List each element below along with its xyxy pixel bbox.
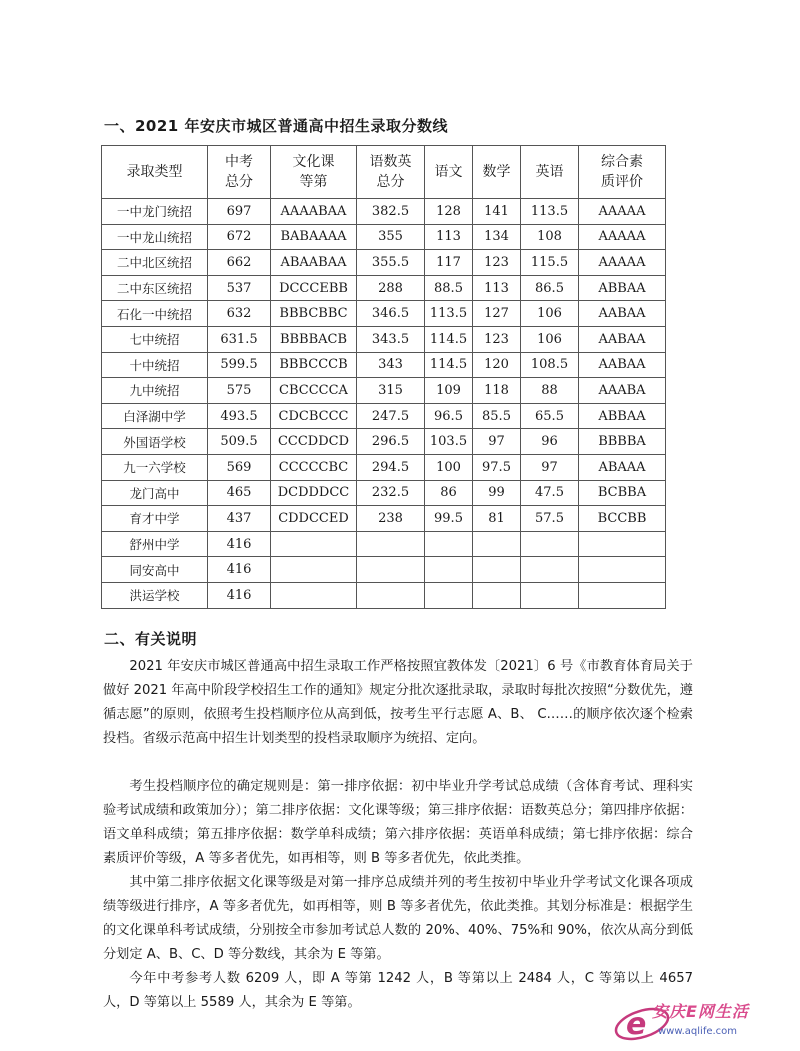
score-cell: [579, 582, 666, 608]
score-cell: 416: [208, 531, 271, 557]
score-cell: 97: [473, 429, 521, 455]
score-cell: 47.5: [521, 480, 579, 506]
notes-paragraph-2: 考生投档顺序位的确定规则是：第一排序依据：初中毕业升学考试总成绩（含体育考试、理科实验考试成绩和政策加分）；第二排序依据：文化课等级；第三排序依据：语数英总分；第四排序依据：语文单科成绩；第五排序依据：数学单科成绩；第六排序依据：英语单科成绩；第七排序依据：综合素质评价等级，A 等多者优先，如再相等，则 B 等多者优先，依此类推。: [103, 779, 693, 866]
table-row: [102, 250, 666, 276]
score-cell: CDDCCED: [271, 506, 357, 532]
score-cell: 382.5: [357, 199, 425, 225]
score-cell: 103.5: [425, 429, 473, 455]
score-cell: 343: [357, 352, 425, 378]
notes-paragraph-4: 今年中考参考人数 6209 人，即 A 等第 1242 人，B 等第以上 2484 人，C 等第以上 4657 人，D 等第以上 5589 人，其余为 E 等第。: [103, 971, 693, 1010]
score-cell: 238: [357, 506, 425, 532]
score-cell: CCCCCBC: [271, 454, 357, 480]
section-title-notes: 二、有关说明: [104, 630, 198, 648]
score-cell: [425, 531, 473, 557]
score-cell: 114.5: [425, 352, 473, 378]
school-name-cell: 舒州中学: [102, 531, 208, 557]
score-cell: 134: [473, 224, 521, 250]
table-body: [102, 199, 666, 609]
score-cell: CBCCCCA: [271, 378, 357, 404]
score-cell: [425, 582, 473, 608]
score-cell: 57.5: [521, 506, 579, 532]
score-cell: AAABA: [579, 378, 666, 404]
column-header-line: 质评价: [601, 174, 643, 190]
score-cell: 86.5: [521, 275, 579, 301]
column-header-line: 文化课: [292, 154, 335, 170]
score-cell: 88.5: [425, 275, 473, 301]
score-cell: 599.5: [208, 352, 271, 378]
score-cell: 493.5: [208, 403, 271, 429]
score-cell: 106: [521, 301, 579, 327]
table-row: [102, 326, 666, 352]
score-cell: [473, 582, 521, 608]
column-header: [579, 146, 666, 199]
school-name-cell: 九中统招: [102, 378, 208, 404]
column-header-line: 总分: [225, 174, 253, 190]
score-cell: 114.5: [425, 326, 473, 352]
score-cell: 355: [357, 224, 425, 250]
score-cell: 127: [473, 301, 521, 327]
score-cell: BCCBB: [579, 506, 666, 532]
score-cell: 247.5: [357, 403, 425, 429]
school-name-cell: 十中统招: [102, 352, 208, 378]
score-cell: 355.5: [357, 250, 425, 276]
table-row: [102, 275, 666, 301]
score-cell: [357, 531, 425, 557]
score-cell: 117: [425, 250, 473, 276]
column-header: [208, 146, 271, 199]
school-name-cell: 九一六学校: [102, 454, 208, 480]
score-cell: 437: [208, 506, 271, 532]
score-cell: 113.5: [425, 301, 473, 327]
score-cell: 118: [473, 378, 521, 404]
column-header: [425, 146, 473, 199]
watermark-brand: 安庆E网生活: [652, 1002, 749, 1021]
score-cell: 96.5: [425, 403, 473, 429]
score-cell: AABAA: [579, 326, 666, 352]
score-cell: [271, 582, 357, 608]
table-row: [102, 378, 666, 404]
score-cell: [271, 531, 357, 557]
table-row: [102, 429, 666, 455]
score-cell: 81: [473, 506, 521, 532]
school-name-cell: 白泽湖中学: [102, 403, 208, 429]
score-cell: BBBCBBC: [271, 301, 357, 327]
school-name-cell: 外国语学校: [102, 429, 208, 455]
score-cell: 108: [521, 224, 579, 250]
score-cell: CDCBCCC: [271, 403, 357, 429]
table-header-row: [102, 146, 666, 199]
score-cell: 128: [425, 199, 473, 225]
score-cell: BBBBA: [579, 429, 666, 455]
score-cell: 123: [473, 250, 521, 276]
score-cell: 85.5: [473, 403, 521, 429]
score-cell: 537: [208, 275, 271, 301]
score-cell: [521, 582, 579, 608]
score-cell: AAAABAA: [271, 199, 357, 225]
score-cell: CCCDDCD: [271, 429, 357, 455]
score-cell: 288: [357, 275, 425, 301]
score-cell: 509.5: [208, 429, 271, 455]
score-cell: 120: [473, 352, 521, 378]
table-row: [102, 403, 666, 429]
score-cell: 575: [208, 378, 271, 404]
score-cell: 99.5: [425, 506, 473, 532]
score-cell: 109: [425, 378, 473, 404]
column-header: [473, 146, 521, 199]
score-cell: [521, 557, 579, 583]
score-cell: BBBCCCB: [271, 352, 357, 378]
table-row: [102, 224, 666, 250]
score-cell: 141: [473, 199, 521, 225]
score-cell: BABAAAA: [271, 224, 357, 250]
score-cell: [473, 557, 521, 583]
score-cell: ABBAA: [579, 275, 666, 301]
score-cell: [357, 582, 425, 608]
score-cell: [521, 531, 579, 557]
svg-text:e: e: [626, 1007, 647, 1042]
notes-paragraph-1: 2021 年安庆市城区普通高中招生录取工作严格按照宜教体发〔2021〕6 号《市教育体育局关于做好 2021 年高中阶段学校招生工作的通知》规定分批次逐批录取，录取时每批次按照“分数优先，遵循志愿”的原则，依照考生投档顺序位从高到低，按考生平行志愿 A、B、 C……的顺序依次逐个检索投档。省级示范高中招生计划类型的投档录取顺序为统招、定向。: [103, 659, 693, 746]
score-cell: DCCCEBB: [271, 275, 357, 301]
column-header: [271, 146, 357, 199]
column-header: [357, 146, 425, 199]
school-name-cell: 洪运学校: [102, 582, 208, 608]
score-cell: ABAAA: [579, 454, 666, 480]
table-row: [102, 199, 666, 225]
site-watermark: [612, 996, 792, 1046]
score-cell: 672: [208, 224, 271, 250]
score-cell: 343.5: [357, 326, 425, 352]
score-cell: 294.5: [357, 454, 425, 480]
table-row: [102, 582, 666, 608]
school-name-cell: 二中东区统招: [102, 275, 208, 301]
column-header-line: 录取类型: [126, 164, 183, 180]
score-cell: 115.5: [521, 250, 579, 276]
score-cell: 99: [473, 480, 521, 506]
notes-paragraph-3: 其中第二排序依据文化课等级是对第一排序总成绩并列的考生按初中毕业升学考试文化课各项成绩等级进行排序，A 等多者优先，如再相等，则 B 等多者优先，依此类推。其划分标准是：根据学生的文化课单科考试成绩，分别按全市参加考试总人数的 20%、40%、75%和 90%，依次从高分到低分划定 A、B、C、D 等分数线，其余为 E 等第。: [103, 875, 693, 962]
column-header: [521, 146, 579, 199]
score-cell: [579, 531, 666, 557]
score-cell: 100: [425, 454, 473, 480]
score-cell: BCBBA: [579, 480, 666, 506]
section-title-admission-scores: 一、2021 年安庆市城区普通高中招生录取分数线: [104, 117, 448, 135]
column-header-line: 综合素: [601, 154, 643, 170]
score-cell: [473, 531, 521, 557]
score-cell: ABBAA: [579, 403, 666, 429]
column-header-line: 中考: [225, 154, 253, 170]
column-header-line: 语数英: [369, 154, 412, 170]
column-header-line: 英语: [535, 164, 564, 180]
column-header-line: 总分: [376, 174, 405, 190]
score-cell: AAAAA: [579, 250, 666, 276]
watermark-url: www.aqlife.com: [658, 1026, 738, 1037]
score-cell: [357, 557, 425, 583]
admission-score-table: [101, 145, 666, 609]
table-row: [102, 531, 666, 557]
score-cell: 296.5: [357, 429, 425, 455]
table-row: [102, 352, 666, 378]
table-row: [102, 557, 666, 583]
score-cell: 632: [208, 301, 271, 327]
score-cell: 113: [473, 275, 521, 301]
score-cell: 465: [208, 480, 271, 506]
table-row: [102, 480, 666, 506]
score-cell: AABAA: [579, 352, 666, 378]
score-cell: ABAABAA: [271, 250, 357, 276]
school-name-cell: 七中统招: [102, 326, 208, 352]
table-row: [102, 454, 666, 480]
score-cell: 416: [208, 582, 271, 608]
score-cell: AAAAA: [579, 224, 666, 250]
school-name-cell: 育才中学: [102, 506, 208, 532]
school-name-cell: 龙门高中: [102, 480, 208, 506]
score-cell: 113.5: [521, 199, 579, 225]
score-cell: [271, 557, 357, 583]
score-cell: AAAAA: [579, 199, 666, 225]
score-cell: BBBBACB: [271, 326, 357, 352]
school-name-cell: 一中龙门统招: [102, 199, 208, 225]
school-name-cell: 二中北区统招: [102, 250, 208, 276]
score-cell: 346.5: [357, 301, 425, 327]
column-header: [102, 146, 208, 199]
score-cell: 232.5: [357, 480, 425, 506]
score-cell: 88: [521, 378, 579, 404]
score-cell: 569: [208, 454, 271, 480]
score-cell: 662: [208, 250, 271, 276]
score-cell: 106: [521, 326, 579, 352]
score-cell: 631.5: [208, 326, 271, 352]
score-cell: 113: [425, 224, 473, 250]
score-cell: 416: [208, 557, 271, 583]
score-cell: 123: [473, 326, 521, 352]
score-cell: 108.5: [521, 352, 579, 378]
table-row: [102, 301, 666, 327]
table-row: [102, 506, 666, 532]
column-header-line: 语文: [434, 164, 463, 180]
score-cell: 97: [521, 454, 579, 480]
score-cell: 65.5: [521, 403, 579, 429]
column-header-line: 等第: [299, 174, 328, 190]
score-cell: 97.5: [473, 454, 521, 480]
score-cell: 86: [425, 480, 473, 506]
score-cell: 697: [208, 199, 271, 225]
score-cell: 315: [357, 378, 425, 404]
score-cell: [579, 557, 666, 583]
score-cell: AABAA: [579, 301, 666, 327]
score-cell: DCDDDCC: [271, 480, 357, 506]
school-name-cell: 石化一中统招: [102, 301, 208, 327]
school-name-cell: 同安高中: [102, 557, 208, 583]
column-header-line: 数学: [482, 164, 511, 180]
score-cell: 96: [521, 429, 579, 455]
school-name-cell: 一中龙山统招: [102, 224, 208, 250]
score-cell: [425, 557, 473, 583]
